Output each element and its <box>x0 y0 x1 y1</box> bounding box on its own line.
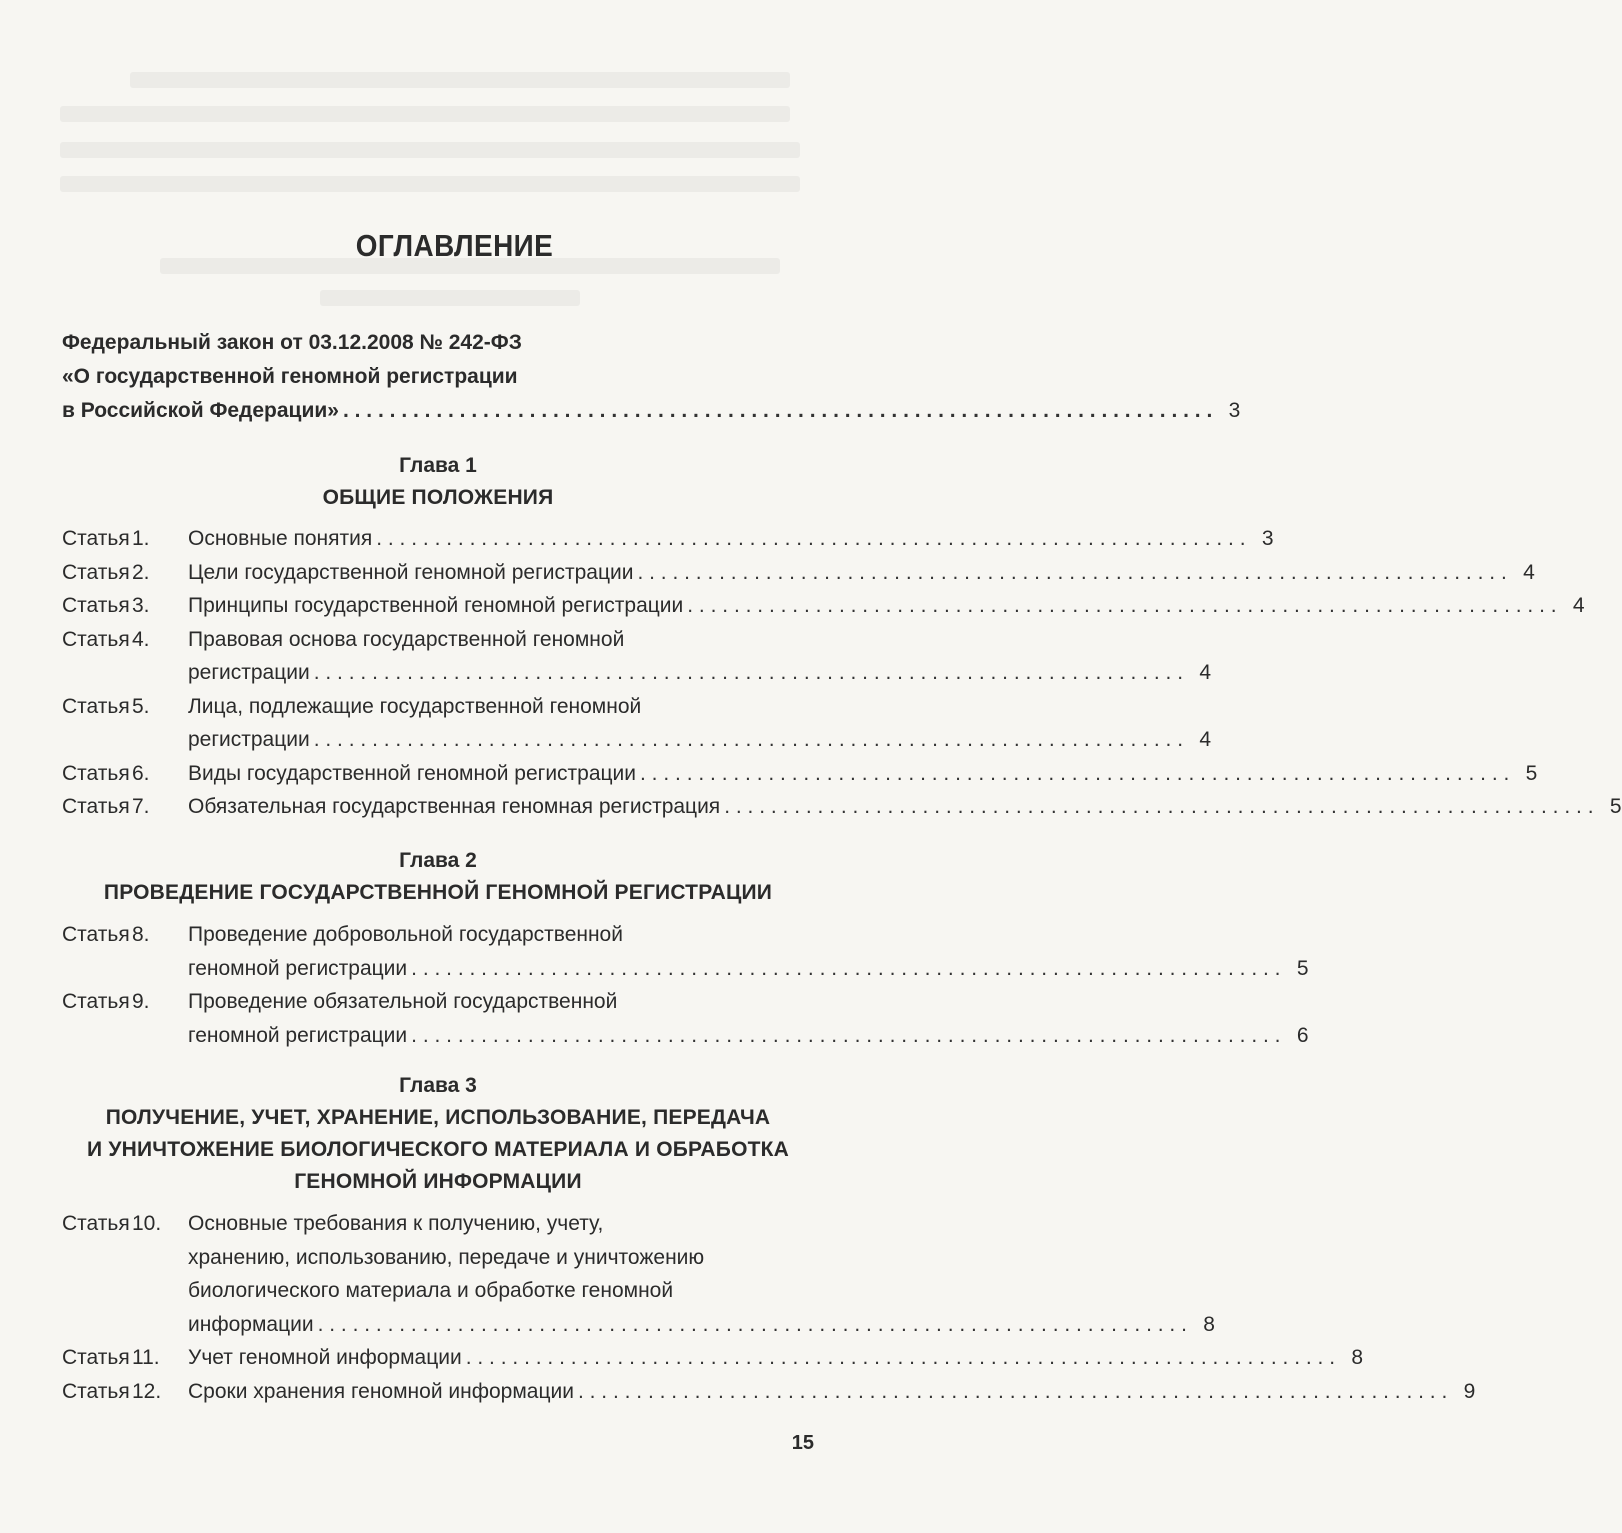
article-label: Статья <box>62 560 130 584</box>
article-number: 6. <box>132 761 150 785</box>
chapter-name: ПРОВЕДЕНИЕ ГОСУДАРСТВЕННОЙ ГЕНОМНОЙ РЕГИСТРАЦИИ <box>103 881 773 904</box>
article-entry <box>62 623 1212 690</box>
article-title: геномной регистрации <box>188 1023 408 1047</box>
article-number: 11. <box>132 1346 160 1369</box>
dot-leader <box>578 1375 1447 1409</box>
article-title: информации <box>188 1312 314 1336</box>
page-ref: 5 <box>1609 795 1622 818</box>
dot-leader <box>466 1341 1335 1375</box>
page-ref: 3 <box>1261 527 1274 550</box>
dot-leader <box>318 1308 1187 1342</box>
law-title-line: «О государственной геномной регистрации <box>62 365 518 388</box>
article-number: 9. <box>132 990 150 1013</box>
article-number: 1. <box>132 527 150 550</box>
bleed-through-mark <box>60 176 800 192</box>
article-entry <box>62 1341 1364 1375</box>
article-title: Основные понятия <box>188 527 373 550</box>
page-title: ОГЛАВЛЕНИЕ <box>355 228 554 263</box>
article-entry <box>62 1207 1215 1341</box>
dot-leader <box>640 757 1509 791</box>
article-title-line: хранению, использованию, передаче и уничтожению <box>188 1245 705 1269</box>
article-title-line: Основные требования к получению, учету, <box>188 1212 604 1235</box>
dot-leader <box>314 723 1183 757</box>
article-number: 3. <box>132 594 150 617</box>
bleed-through-mark <box>130 72 790 88</box>
page-ref: 8 <box>1351 1346 1364 1369</box>
article-title-line: биологического материала и обработке геномной <box>188 1279 674 1302</box>
article-entry <box>62 757 1538 791</box>
page-ref: 4 <box>1523 560 1535 584</box>
chapter-label: Глава 3 <box>399 1074 477 1097</box>
article-title: Обязательная государственная геномная регистрация <box>188 795 721 818</box>
dot-leader <box>411 1019 1280 1053</box>
article-title-line: Проведение добровольной государственной <box>188 923 623 946</box>
article-entry <box>62 1375 1476 1409</box>
article-number: 10. <box>132 1212 162 1235</box>
article-list <box>62 1207 1476 1408</box>
page-ref: 9 <box>1463 1379 1476 1403</box>
article-label: Статья <box>62 795 130 818</box>
article-list <box>62 522 1622 824</box>
article-number: 8. <box>132 923 150 946</box>
article-number: 4. <box>132 627 150 651</box>
article-entry <box>62 589 1585 623</box>
article-label: Статья <box>62 1379 130 1403</box>
chapter-name: ПОЛУЧЕНИЕ, УЧЕТ, ХРАНЕНИЕ, ИСПОЛЬЗОВАНИЕ, ПЕРЕДАЧА <box>105 1106 771 1129</box>
article-title: Сроки хранения геномной информации <box>188 1379 574 1403</box>
article-entry <box>62 918 1309 985</box>
chapter-label: Глава 1 <box>399 454 477 477</box>
dot-leader <box>687 589 1556 623</box>
article-title-line: Проведение обязательной государственной <box>188 990 618 1013</box>
article-title-line: Правовая основа государственной геномной <box>188 627 625 651</box>
article-entry <box>62 985 1309 1052</box>
article-title: Цели государственной геномной регистрации <box>188 560 634 584</box>
law-title-line: Федеральный закон от 03.12.2008 № 242-ФЗ <box>62 331 522 354</box>
dot-leader <box>637 556 1506 590</box>
chapter-name: И УНИЧТОЖЕНИЕ БИОЛОГИЧЕСКОГО МАТЕРИАЛА И ОБРАБОТКА <box>86 1138 790 1161</box>
page-ref: 4 <box>1199 661 1212 684</box>
article-label: Статья <box>62 694 130 718</box>
bleed-through-mark <box>60 106 790 122</box>
article-entry <box>62 790 1622 824</box>
article-list <box>62 918 1309 1052</box>
article-title: Учет геномной информации <box>188 1346 462 1369</box>
dot-leader <box>376 522 1245 556</box>
article-label: Статья <box>62 990 130 1013</box>
bleed-through-mark <box>320 290 580 306</box>
dot-leader <box>724 790 1593 824</box>
article-number: 7. <box>132 795 150 818</box>
chapter-name: ОБЩИЕ ПОЛОЖЕНИЯ <box>322 486 554 509</box>
article-label: Статья <box>62 594 130 617</box>
article-title: Виды государственной геномной регистрации <box>188 761 637 785</box>
article-number: 5. <box>132 694 150 718</box>
article-label: Статья <box>62 527 130 550</box>
page-ref: 4 <box>1199 728 1212 751</box>
article-title: геномной регистрации <box>188 956 408 980</box>
article-title-line: Лица, подлежащие государственной геномной <box>188 694 642 718</box>
article-label: Статья <box>62 1212 130 1235</box>
page-ref: 6 <box>1296 1023 1309 1047</box>
chapter-heading <box>62 450 814 514</box>
chapter-heading <box>62 1070 814 1198</box>
chapter-label: Глава 2 <box>399 849 477 872</box>
page-ref: 5 <box>1525 761 1538 785</box>
article-label: Статья <box>62 627 130 651</box>
law-entry <box>62 326 1241 428</box>
page-ref: 5 <box>1296 956 1309 980</box>
dot-leader <box>411 952 1280 986</box>
article-entry <box>62 690 1212 757</box>
article-entry <box>62 556 1535 590</box>
article-title: Принципы государственной геномной регистрации <box>188 594 684 617</box>
article-number: 2. <box>132 560 150 584</box>
article-title: регистрации <box>188 728 310 751</box>
article-entry <box>62 522 1274 556</box>
page-ref: 8 <box>1203 1312 1215 1336</box>
page-ref: 4 <box>1572 594 1585 617</box>
dot-leader <box>343 394 1212 428</box>
article-label: Статья <box>62 761 130 785</box>
article-number: 12. <box>132 1379 162 1403</box>
bleed-through-mark <box>60 142 800 158</box>
page-ref: 3 <box>1228 399 1241 422</box>
article-label: Статья <box>62 1346 130 1369</box>
page-number: 15 <box>791 1432 814 1454</box>
chapter-heading <box>62 845 814 909</box>
law-title-line: в Российской Федерации» <box>62 399 339 422</box>
article-label: Статья <box>62 923 130 946</box>
chapter-name: ГЕНОМНОЙ ИНФОРМАЦИИ <box>294 1170 582 1193</box>
article-title: регистрации <box>188 661 310 684</box>
dot-leader <box>314 656 1183 690</box>
law-title-last-line <box>62 394 1241 428</box>
